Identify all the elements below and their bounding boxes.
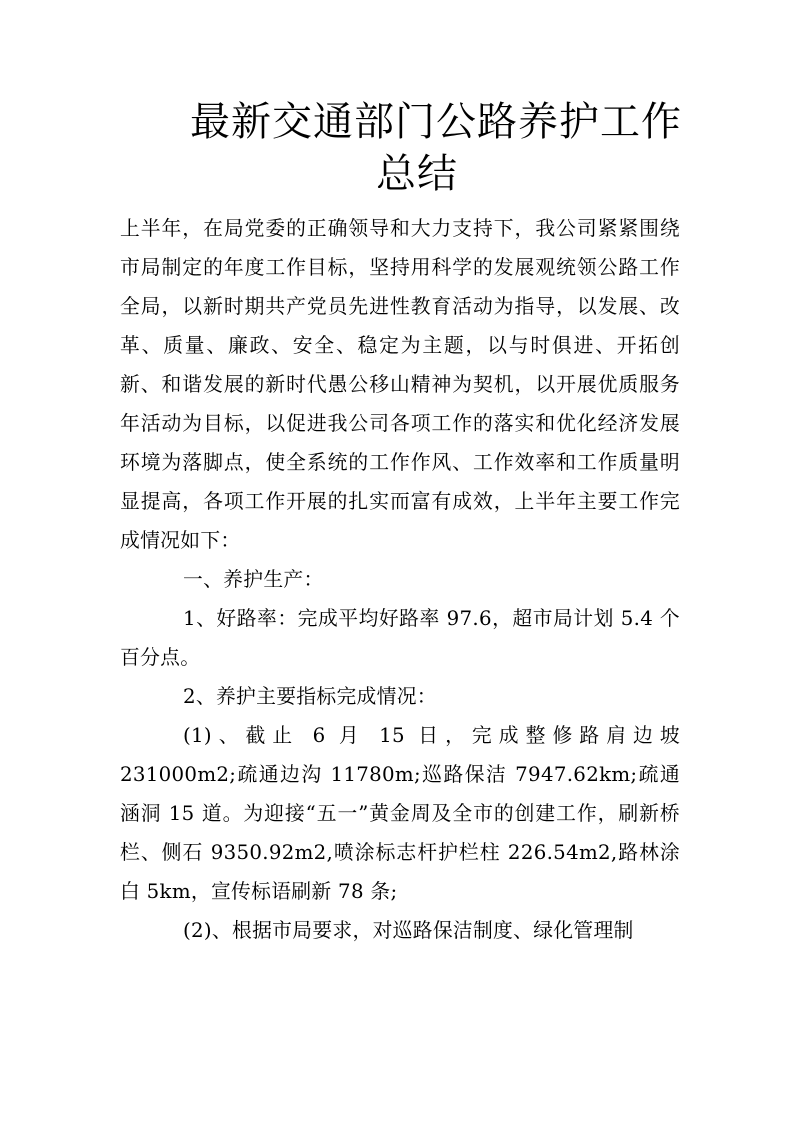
title-line-2: 总结 [376, 151, 458, 197]
document-title [0, 96, 794, 200]
title-line-1: 最新交通部门公路养护工作 [190, 99, 682, 145]
document-body [120, 209, 680, 950]
item-good-road-rate: 1、好路率：完成平均好路率 97.6，超市局计划 5.4 个百分点。 [120, 607, 680, 669]
title-block [0, 96, 794, 200]
intro-paragraph: 上半年，在局党委的正确领导和大力支持下，我公司紧紧围绕市局制定的年度工作目标，坚持用科学的发展观统领公路工作全局，以新时期共产党员先进性教育活动为指导，以发展、改革、质量、廉政、安全、稳定为主题，以与时俱进、开拓创新、和谐发展的新时代愚公移山精神为契机，以开展优质服务年活动为目标，以促进我公司各项工作的落实和优化经济发展环境为落脚点，使全系统的工作作风、工作效率和工作质量明显提高，各项工作开展的扎实而富有成效，上半年主要工作完成情况如下： [120, 217, 680, 552]
subitem-1: (1)、截止 6 月 15 日，完成整修路肩边坡 231000m2;疏通边沟 11780m;巡路保洁 7947.62km;疏通涵洞 15 道。为迎接“五一”黄金周及全市的创建工作，刷新桥栏、侧石 9350.92m2,喷涂标志杆护栏柱 226.54m2,路林涂白 5km，宣传标语刷新 78 条; [120, 724, 680, 903]
item-maintenance-indicators: 2、养护主要指标完成情况： [183, 685, 437, 708]
subitem-2: (2)、根据市局要求，对巡路保洁制度、绿化管理制 [183, 919, 634, 942]
section-heading-maintenance: 一、养护生产： [183, 568, 324, 591]
